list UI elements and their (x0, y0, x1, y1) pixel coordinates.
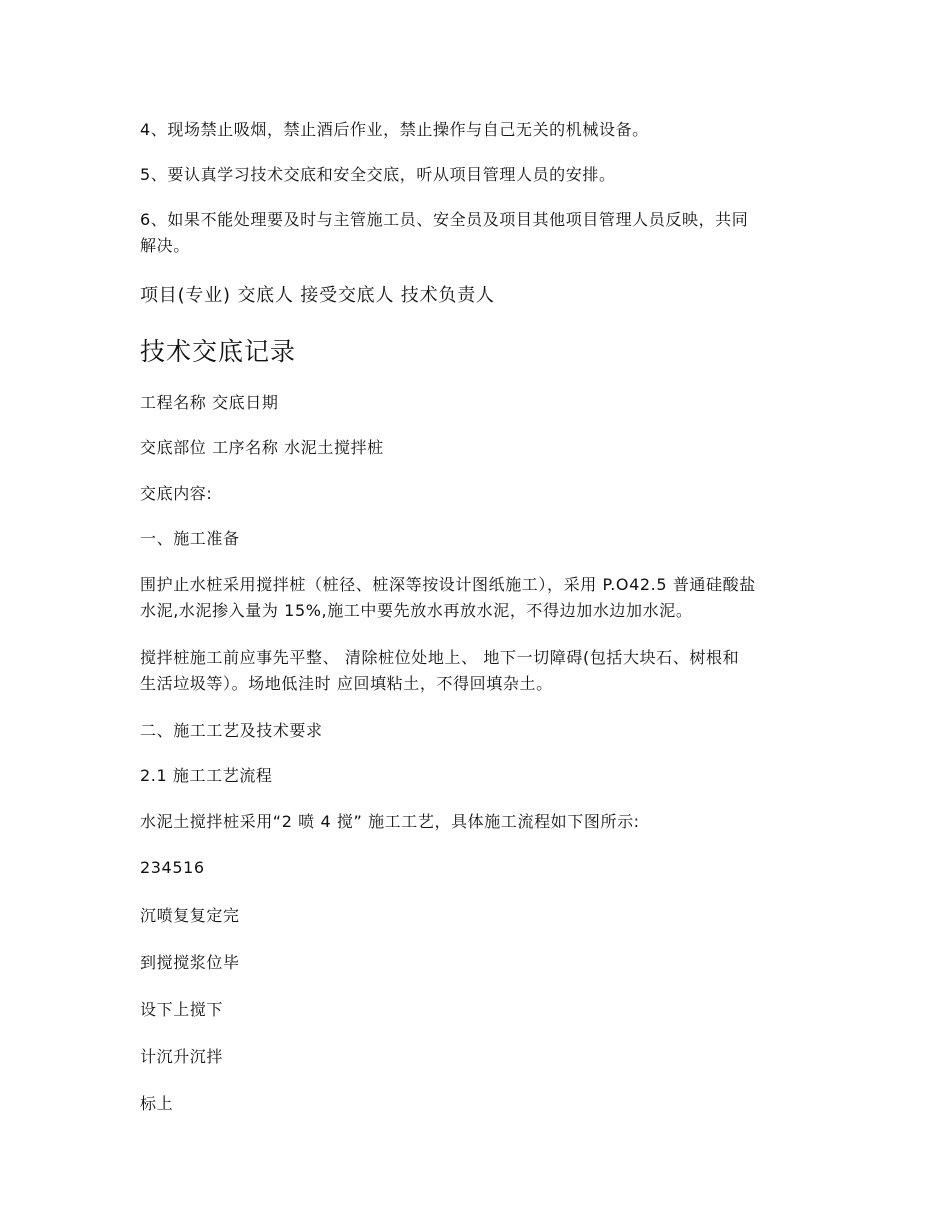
section-2-heading: 二、施工工艺及技术要求 (140, 721, 323, 740)
section-1-para-1 (140, 572, 820, 624)
flow-row: 到搅搅浆位毕 (140, 953, 240, 972)
section-1-heading: 一、施工准备 (140, 529, 240, 548)
project-line: 工程名称 交底日期 (140, 393, 279, 412)
flow-step-numbers: 234516 (140, 858, 205, 877)
section-1-para-2-line-1: 搅拌桩施工前应事先平整、 清除桩位处地上、 地下一切障碍(包括大块石、树根和 (140, 648, 740, 667)
rule-6 (140, 207, 820, 259)
rule-5: 5、要认真学习技术交底和安全交底，听从项目管理人员的安排。 (140, 165, 616, 184)
content-label: 交底内容: (140, 484, 213, 503)
rule-6-line-1: 6、如果不能处理要及时与主管施工员、安全员及项目其他项目管理人员反映，共同 (140, 210, 749, 229)
rule-4: 4、现场禁止吸烟，禁止酒后作业，禁止操作与自己无关的机械设备。 (140, 120, 649, 139)
flow-intro: 水泥土搅拌桩采用“2 喷 4 搅” 施工工艺，具体施工流程如下图所示: (140, 812, 640, 831)
section-2-subheading: 2.1 施工工艺流程 (140, 766, 273, 785)
section-1-para-1-line-2: 水泥,水泥掺入量为 15%,施工中要先放水再放水泥，不得边加水边加水泥。 (140, 601, 693, 620)
signers-line: 项目(专业) 交底人 接受交底人 技术负责人 (140, 285, 495, 306)
section-1-para-2 (140, 645, 820, 697)
rule-6-line-2: 解决。 (140, 236, 190, 255)
flow-row: 沉喷复复定完 (140, 906, 240, 925)
flow-row: 标上 (140, 1094, 174, 1113)
flow-row: 计沉升沉拌 (140, 1047, 224, 1066)
record-title: 技术交底记录 (140, 337, 297, 366)
flow-row: 设下上搅下 (140, 1000, 224, 1019)
section-1-para-1-line-1: 围护止水桩采用搅拌桩（桩径、桩深等按设计图纸施工），采用 P.O42.5 普通硅酸盐 (140, 575, 756, 594)
section-1-para-2-line-2: 生活垃圾等）。场地低洼时 应回填粘土，不得回填杂土。 (140, 674, 553, 693)
location-line: 交底部位 工序名称 水泥土搅拌桩 (140, 438, 384, 457)
